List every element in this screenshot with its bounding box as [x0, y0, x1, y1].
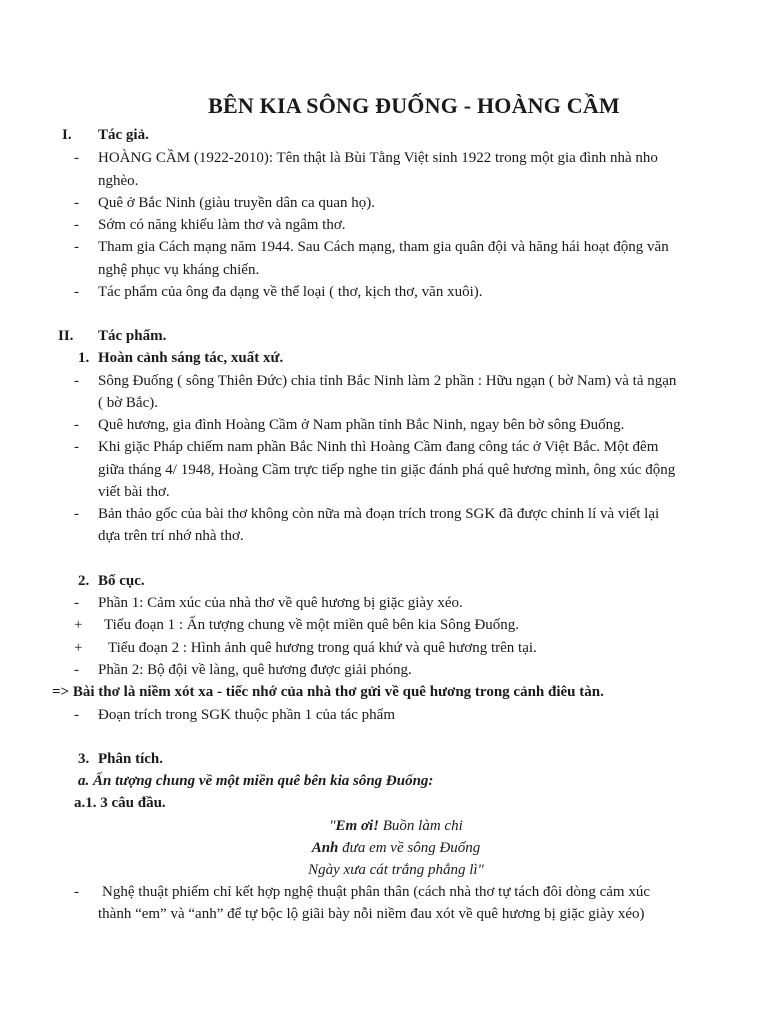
- section-title: Tác giả.: [98, 127, 149, 143]
- subsection-title: Hoàn cảnh sáng tác, xuất xứ.: [98, 350, 284, 366]
- list-item-text: Sông Đuống ( sông Thiên Đức) chia tỉnh Bắc Ninh làm 2 phần : Hữu ngạn ( bờ Nam) và tả ngạn: [98, 373, 677, 389]
- subsection-number: 2.: [78, 573, 90, 589]
- section-title: Tác phẩm.: [98, 328, 167, 344]
- poem-emphasis: Anh: [311, 840, 339, 856]
- poem-text: Buồn làm chi: [379, 818, 463, 834]
- list-item-text: Bản thảo gốc của bài thơ không còn nữa mà đoạn trích trong SGK đã được chỉnh lí và viết lại: [98, 506, 660, 522]
- bullet-mark: -: [74, 662, 79, 678]
- list-item-text: Khi giặc Pháp chiếm nam phần Bắc Ninh thì Hoàng Cầm đang công tác ở Việt Bắc. Một đêm: [98, 439, 659, 455]
- document-title: BÊN KIA SÔNG ĐUỐNG - HOÀNG CẦM: [208, 93, 620, 118]
- subsection-number: 1.: [78, 350, 90, 366]
- subsection-number: 3.: [78, 751, 90, 767]
- bullet-dash: -: [74, 239, 79, 255]
- conclusion-line: => Bài thơ là niềm xót xa - tiếc nhớ của nhà thơ gửi về quê hương trong cảnh điêu tàn.: [52, 684, 604, 700]
- poem-line: Ngày xưa cát trắng phẳng lì": [308, 862, 484, 878]
- list-item-text: giữa tháng 4/ 1948, Hoàng Cầm trực tiếp nghe tin giặc đánh phá quê hương mình, ông xúc động: [98, 462, 676, 478]
- list-item-text: Phần 1: Cảm xúc của nhà thơ về quê hương bị giặc giày xéo.: [98, 595, 463, 611]
- list-item-text: HOÀNG CẦM (1922-2010): Tên thật là Bùi Tằng Việt sinh 1922 trong một gia đình nhà nho: [98, 150, 658, 166]
- bullet-dash: -: [74, 373, 79, 389]
- bullet-dash: -: [74, 150, 79, 166]
- bullet-dash: -: [74, 707, 79, 723]
- list-item-text: Sớm có năng khiếu làm thơ và ngâm thơ.: [98, 217, 346, 233]
- bullet-mark: +: [74, 640, 83, 656]
- list-item-text: Phần 2: Bộ đội về làng, quê hương được giải phóng.: [98, 662, 412, 678]
- poem-line: [0, 815, 768, 838]
- bullet-dash: -: [74, 417, 79, 433]
- analysis-part-a1-heading: a.1. 3 câu đầu.: [74, 795, 166, 811]
- poem-emphasis: Em ơi!: [335, 818, 380, 834]
- subsection-title: Phân tích.: [98, 751, 164, 767]
- list-item-text: Quê ở Bắc Ninh (giàu truyền dân ca quan họ).: [98, 195, 376, 211]
- list-item-text: Tham gia Cách mạng năm 1944. Sau Cách mạng, tham gia quân đội và hăng hái hoạt động văn: [98, 239, 669, 255]
- bullet-dash: -: [74, 884, 79, 900]
- list-item-text: ( bờ Bắc).: [98, 395, 158, 411]
- section-number: II.: [58, 328, 74, 344]
- bullet-dash: -: [74, 506, 79, 522]
- list-item-text: Tác phẩm của ông đa dạng về thể loại ( thơ, kịch thơ, văn xuôi).: [98, 284, 483, 300]
- poem-quote-mark: ": [329, 818, 336, 834]
- list-item-text: nghèo.: [98, 173, 139, 189]
- bullet-dash: -: [74, 284, 79, 300]
- list-item-text: thành “em” và “anh” để tự bộc lộ giãi bày nỗi niềm đau xót về quê hương bị giặc giày xéo): [98, 906, 645, 922]
- list-item-text: Tiểu đoạn 1 : Ấn tượng chung về một miền quê bên kia Sông Đuống.: [104, 617, 520, 633]
- list-item-text: Quê hương, gia đình Hoàng Cầm ở Nam phần tỉnh Bắc Ninh, ngay bên bờ sông Đuống.: [98, 417, 625, 433]
- list-item-text: Tiểu đoạn 2 : Hình ảnh quê hương trong quá khứ và quê hương trên tại.: [108, 640, 537, 656]
- bullet-mark: -: [74, 595, 79, 611]
- subsection-title: Bố cục.: [98, 573, 145, 589]
- list-item-text: nghệ phục vụ kháng chiến.: [98, 262, 260, 278]
- bullet-dash: -: [74, 439, 79, 455]
- bullet-dash: -: [74, 195, 79, 211]
- section-number: I.: [62, 127, 72, 143]
- bullet-mark: +: [74, 617, 83, 633]
- poem-line: [0, 837, 768, 860]
- list-item-text: Nghệ thuật phiếm chỉ kết hợp nghệ thuật phân thân (cách nhà thơ tự tách đôi dòng cảm xúc: [102, 884, 651, 900]
- list-item-text: dựa trên trí nhớ nhà thơ.: [98, 528, 244, 544]
- list-item-text: Đoạn trích trong SGK thuộc phần 1 của tác phẩm: [98, 707, 396, 723]
- poem-text: đưa em về sông Đuống: [338, 840, 481, 856]
- analysis-part-a-heading: a. Ấn tượng chung về một miền quê bên kia sông Đuống:: [78, 773, 434, 789]
- list-item-text: viết bài thơ.: [98, 484, 170, 500]
- bullet-dash: -: [74, 217, 79, 233]
